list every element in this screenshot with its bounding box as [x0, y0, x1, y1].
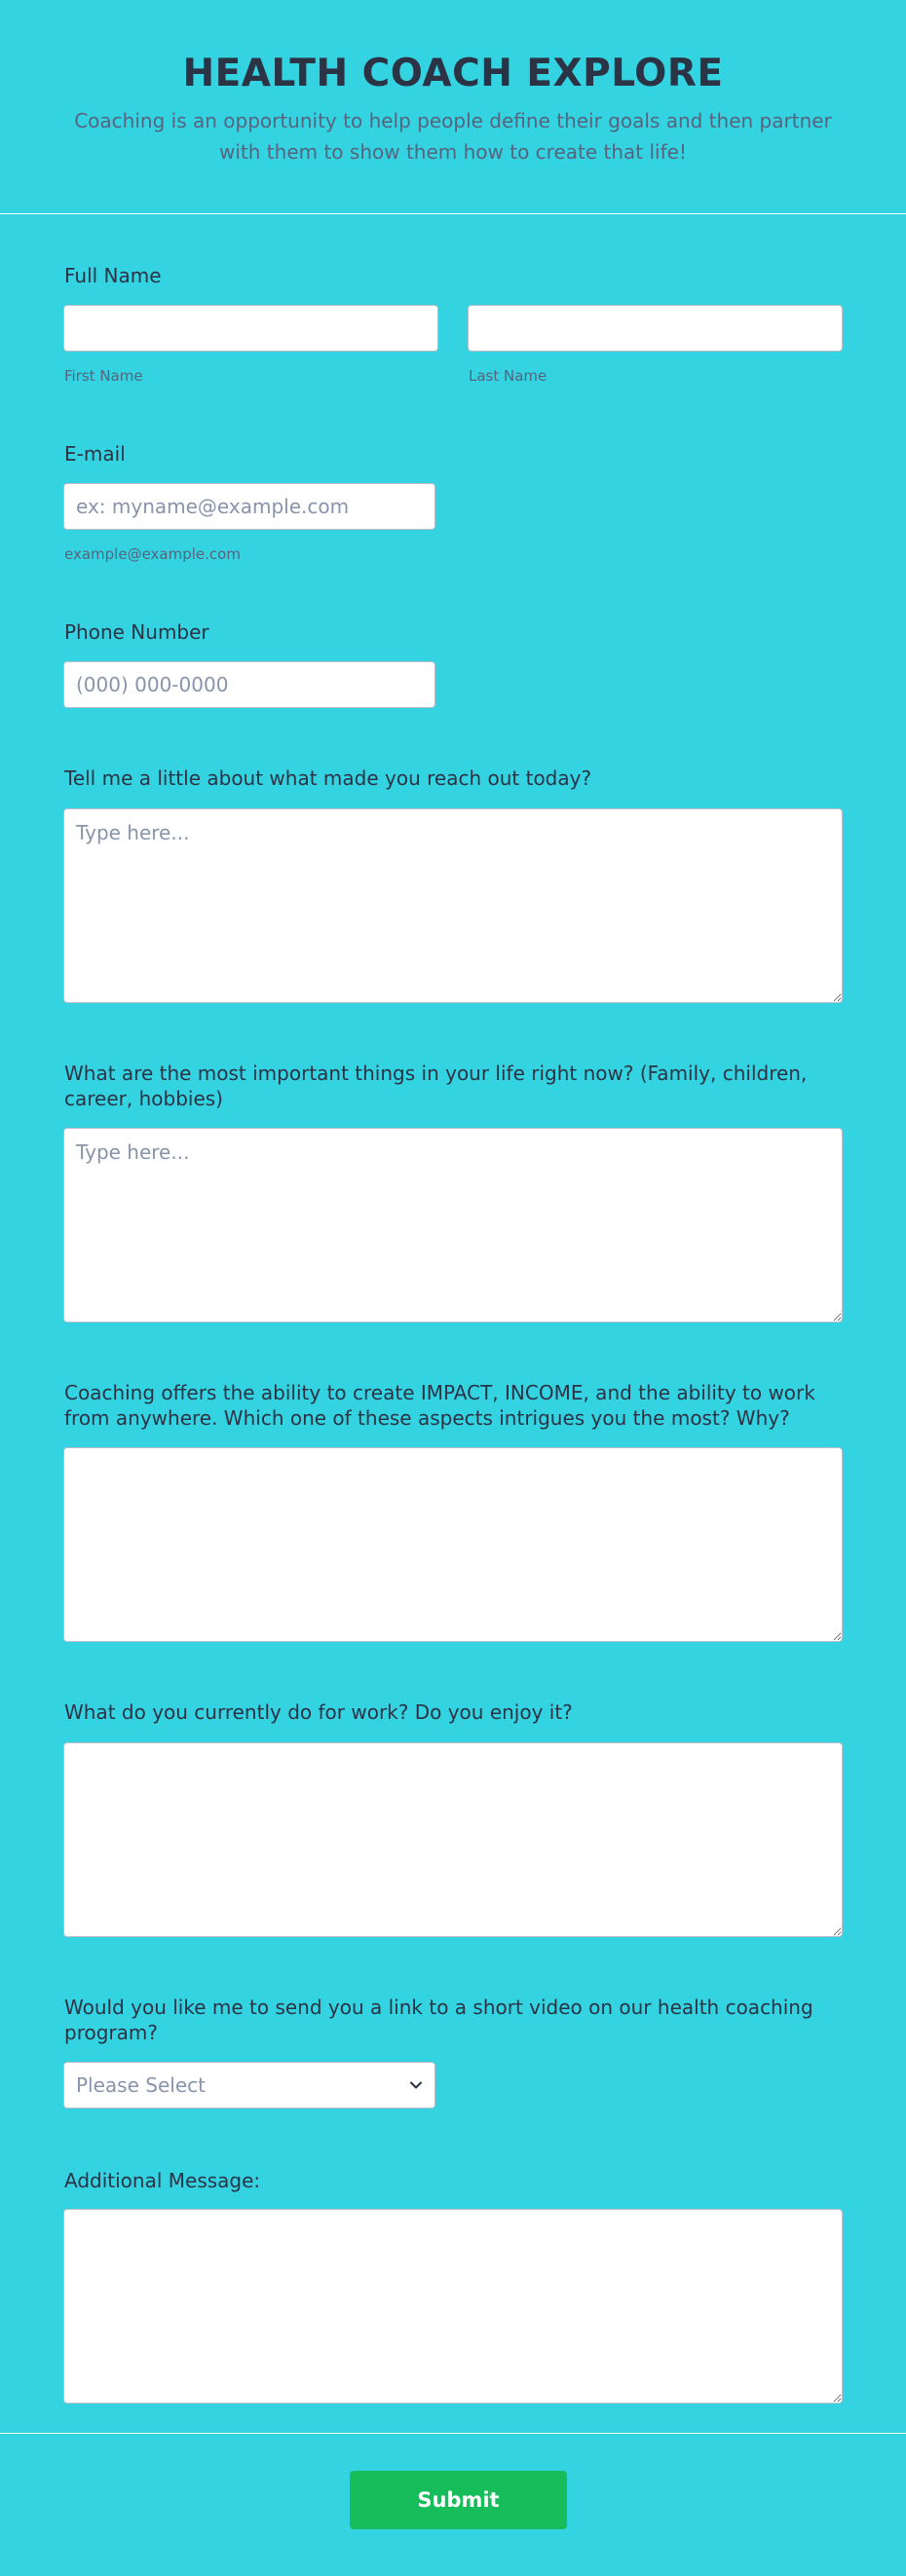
current-work-textarea[interactable]	[63, 1742, 843, 1937]
reach-out-textarea[interactable]	[63, 808, 843, 1003]
submit-button[interactable]: Submit	[350, 2471, 567, 2529]
form-subtitle: Coaching is an opportunity to help people define their goals and then partner with them to show them how to create that life!	[74, 109, 832, 164]
email-sublabel: example@example.com	[64, 545, 241, 563]
coaching-aspects-label: Coaching offers the ability to create IMPACT, INCOME, and the ability to work from anywhere. Which one of these aspects intrigues you the most? Why?	[64, 1381, 815, 1430]
last-name-input[interactable]	[468, 305, 843, 352]
footer-divider	[0, 2433, 906, 2434]
email-input[interactable]	[63, 483, 435, 530]
coaching-aspects-textarea[interactable]	[63, 1447, 843, 1642]
email-label: E-mail	[64, 442, 126, 466]
important-things-label: What are the most important things in your life right now? (Family, children, career, hobbies)	[64, 1062, 808, 1110]
important-things-textarea[interactable]	[63, 1128, 843, 1323]
chevron-down-icon	[409, 2078, 423, 2092]
video-link-select-value: Please Select	[76, 2073, 206, 2097]
phone-label: Phone Number	[64, 620, 209, 644]
form-header	[0, 0, 906, 214]
video-link-select[interactable]	[63, 2062, 435, 2109]
first-name-input[interactable]	[63, 305, 438, 352]
full-name-label: Full Name	[64, 264, 162, 287]
current-work-label: What do you currently do for work? Do you enjoy it?	[64, 1700, 573, 1724]
reach-out-label: Tell me a little about what made you reach out today?	[64, 766, 592, 790]
video-link-label: Would you like me to send you a link to a short video on our health coaching program?	[64, 1996, 813, 2044]
form-title: HEALTH COACH EXPLORE	[182, 52, 724, 95]
additional-message-textarea[interactable]	[63, 2209, 843, 2404]
last-name-sublabel: Last Name	[469, 367, 547, 385]
additional-message-label: Additional Message:	[64, 2169, 261, 2192]
phone-input[interactable]	[63, 661, 435, 708]
first-name-sublabel: First Name	[64, 367, 143, 385]
